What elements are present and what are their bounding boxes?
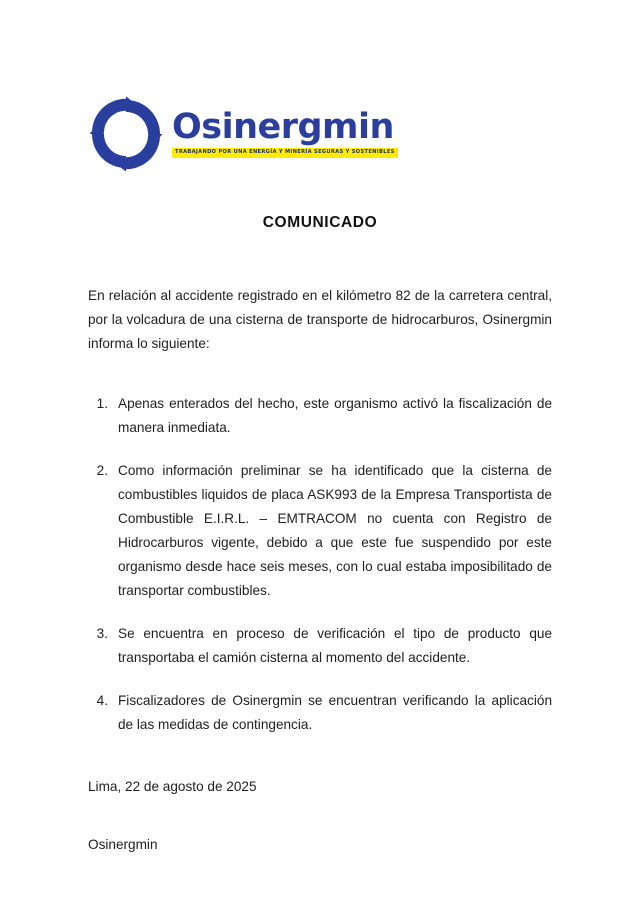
signature: Osinergmin (88, 836, 158, 852)
osinergmin-logo (86, 94, 398, 174)
osinergmin-circular-arrows-logo-icon (86, 94, 166, 174)
list-item-text: Apenas enterados del hecho, este organismo activó la fiscalización de manera inmediata. (118, 395, 552, 435)
page-title: COMUNICADO (262, 214, 378, 231)
list-item-number: 2. (96, 462, 108, 478)
intro-paragraph: En relación al accidente registrado en el kilómetro 82 de la carretera central, por la volcadura de una cisterna de transporte de hidrocarburos, Osinergmin informa lo siguiente: (88, 287, 552, 351)
list-item-text: Como información preliminar se ha identificado que la cisterna de combustibles liquidos de placa ASK993 de la Empresa Transportista de Combustible E.I.R.L. – EMTRACOM no cuenta con Registro de Hidrocarburos vigente, debido a que este fue suspendido por este organismo desde hace seis meses, con lo cual estaba imposibilitado de transportar combustibles. (118, 462, 552, 598)
list-item (88, 689, 552, 737)
numbered-list (88, 392, 552, 737)
logo-wordmark: Osinergmin (172, 107, 394, 148)
list-item (88, 392, 552, 440)
document-body (88, 270, 552, 870)
logo-text-block (172, 107, 398, 158)
list-item-number: 1. (96, 395, 108, 411)
list-item (88, 459, 552, 603)
list-item-text: Fiscalizadores de Osinergmin se encuentran verificando la aplicación de las medidas de contingencia. (118, 692, 552, 732)
list-item-text: Se encuentra en proceso de verificación el tipo de producto que transportaba el camión cisterna al momento del accidente. (118, 625, 552, 665)
place-and-date: Lima, 22 de agosto de 2025 (88, 778, 257, 794)
list-item (88, 622, 552, 670)
list-item-number: 4. (96, 692, 108, 708)
logo-tagline: TRABAJANDO POR UNA ENERGÍA Y MINERÍA SEGURAS Y SOSTENIBLES (172, 148, 398, 158)
list-item-number: 3. (96, 625, 108, 641)
